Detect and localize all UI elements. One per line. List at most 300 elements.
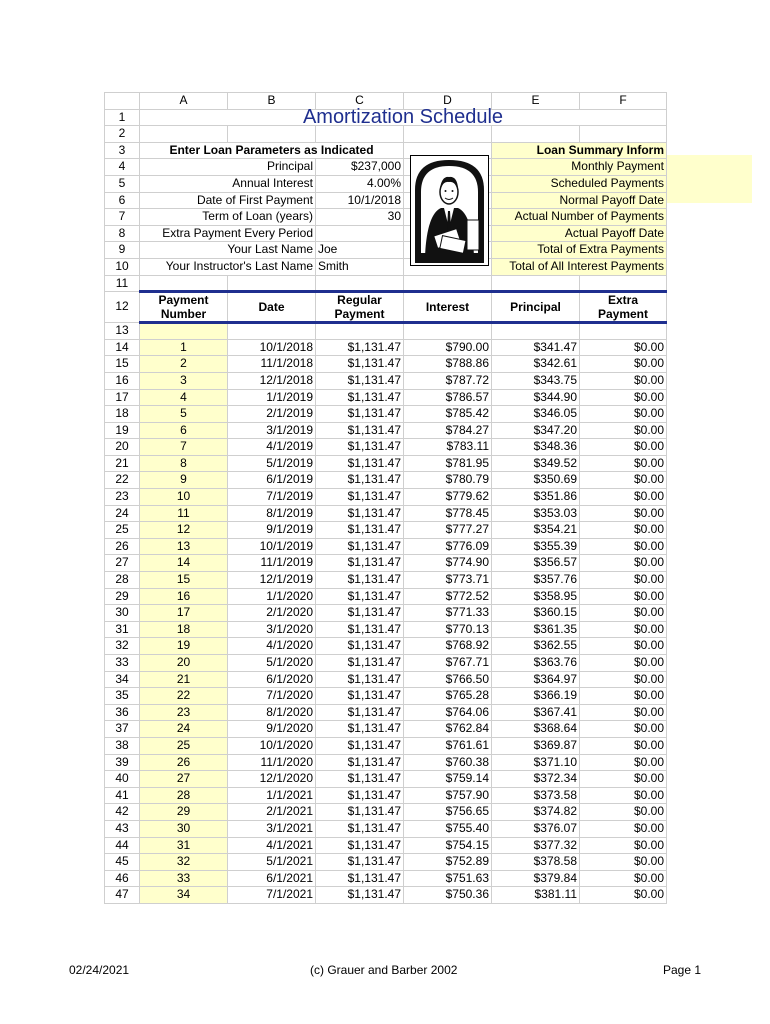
date-cell[interactable]: 11/1/2018 — [228, 356, 316, 373]
corner-cell — [105, 93, 140, 110]
interest-cell[interactable]: $751.63 — [404, 870, 492, 887]
extra-payment-cell[interactable]: $0.00 — [580, 754, 667, 771]
column-header-f[interactable]: F — [580, 93, 667, 110]
payment-number-cell[interactable]: 29 — [140, 804, 228, 821]
extra-payment-cell[interactable]: $0.00 — [580, 422, 667, 439]
row-number[interactable]: 22 — [105, 472, 140, 489]
row-number[interactable]: 47 — [105, 887, 140, 904]
payment-number-cell[interactable]: 13 — [140, 538, 228, 555]
interest-cell[interactable]: $764.06 — [404, 704, 492, 721]
extra-payment-input[interactable] — [316, 225, 404, 242]
regular-payment-cell[interactable]: $1,131.47 — [316, 522, 404, 539]
payment-number-cell[interactable]: 19 — [140, 638, 228, 655]
row-number[interactable]: 15 — [105, 356, 140, 373]
column-header-e[interactable]: E — [492, 93, 580, 110]
date-cell[interactable]: 2/1/2020 — [228, 605, 316, 622]
extra-payment-cell[interactable]: $0.00 — [580, 472, 667, 489]
row-number[interactable]: 33 — [105, 655, 140, 672]
regular-payment-cell[interactable]: $1,131.47 — [316, 771, 404, 788]
row-number[interactable]: 45 — [105, 854, 140, 871]
payment-number-cell[interactable]: 15 — [140, 572, 228, 589]
principal-cell[interactable]: $356.57 — [492, 555, 580, 572]
regular-payment-cell[interactable]: $1,131.47 — [316, 605, 404, 622]
regular-payment-cell[interactable]: $1,131.47 — [316, 455, 404, 472]
interest-cell[interactable]: $761.61 — [404, 737, 492, 754]
cell[interactable] — [404, 275, 492, 292]
row-number[interactable]: 24 — [105, 505, 140, 522]
payment-number-cell[interactable]: 16 — [140, 588, 228, 605]
row-number[interactable]: 19 — [105, 422, 140, 439]
row-number[interactable]: 42 — [105, 804, 140, 821]
payment-number-cell[interactable]: 27 — [140, 771, 228, 788]
principal-cell[interactable]: $379.84 — [492, 870, 580, 887]
payment-number-cell[interactable]: 17 — [140, 605, 228, 622]
payment-number-cell[interactable]: 12 — [140, 522, 228, 539]
regular-payment-cell[interactable]: $1,131.47 — [316, 671, 404, 688]
interest-cell[interactable]: $757.90 — [404, 787, 492, 804]
principal-cell[interactable]: $363.76 — [492, 655, 580, 672]
regular-payment-cell[interactable]: $1,131.47 — [316, 439, 404, 456]
extra-payment-cell[interactable]: $0.00 — [580, 439, 667, 456]
date-cell[interactable]: 9/1/2019 — [228, 522, 316, 539]
interest-cell[interactable]: $788.86 — [404, 356, 492, 373]
date-cell[interactable]: 1/1/2021 — [228, 787, 316, 804]
row-number[interactable]: 20 — [105, 439, 140, 456]
extra-payment-cell[interactable]: $0.00 — [580, 820, 667, 837]
cell[interactable] — [580, 126, 667, 143]
row-number[interactable]: 17 — [105, 389, 140, 406]
extra-payment-cell[interactable]: $0.00 — [580, 771, 667, 788]
term-label: Term of Loan (years) — [140, 209, 316, 226]
payment-number-cell[interactable]: 4 — [140, 389, 228, 406]
interest-cell[interactable]: $770.13 — [404, 621, 492, 638]
regular-payment-cell[interactable]: $1,131.47 — [316, 887, 404, 904]
date-cell[interactable]: 4/1/2020 — [228, 638, 316, 655]
cell[interactable] — [316, 126, 404, 143]
regular-payment-cell[interactable]: $1,131.47 — [316, 787, 404, 804]
row-number[interactable]: 32 — [105, 638, 140, 655]
interest-cell[interactable]: $766.50 — [404, 671, 492, 688]
principal-cell[interactable]: $361.35 — [492, 621, 580, 638]
principal-cell[interactable]: $355.39 — [492, 538, 580, 555]
interest-cell[interactable]: $754.15 — [404, 837, 492, 854]
regular-payment-cell[interactable]: $1,131.47 — [316, 870, 404, 887]
summary-item-actual-payoff-date: Actual Payoff Date — [492, 225, 667, 242]
extra-payment-cell[interactable]: $0.00 — [580, 572, 667, 589]
term-input[interactable]: 30 — [316, 209, 404, 226]
interest-cell[interactable]: $771.33 — [404, 605, 492, 622]
extra-payment-cell[interactable]: $0.00 — [580, 555, 667, 572]
regular-payment-cell[interactable]: $1,131.47 — [316, 389, 404, 406]
cell[interactable] — [492, 275, 580, 292]
regular-payment-cell[interactable]: $1,131.47 — [316, 572, 404, 589]
principal-cell[interactable]: $360.15 — [492, 605, 580, 622]
interest-cell[interactable]: $756.65 — [404, 804, 492, 821]
instructor-input[interactable]: Smith — [316, 258, 404, 275]
interest-cell[interactable]: $790.00 — [404, 339, 492, 356]
cell[interactable] — [316, 275, 404, 292]
regular-payment-cell[interactable]: $1,131.47 — [316, 422, 404, 439]
payment-number-cell[interactable]: 11 — [140, 505, 228, 522]
interest-cell[interactable]: $760.38 — [404, 754, 492, 771]
row-number[interactable]: 14 — [105, 339, 140, 356]
column-header-c[interactable]: C — [316, 93, 404, 110]
first-payment-input[interactable]: 10/1/2018 — [316, 192, 404, 209]
interest-cell[interactable]: $776.09 — [404, 538, 492, 555]
principal-cell[interactable]: $353.03 — [492, 505, 580, 522]
row-number[interactable]: 26 — [105, 538, 140, 555]
cell[interactable] — [580, 275, 667, 292]
extra-payment-cell[interactable]: $0.00 — [580, 621, 667, 638]
payment-number-cell[interactable]: 22 — [140, 688, 228, 705]
regular-payment-cell[interactable]: $1,131.47 — [316, 588, 404, 605]
regular-payment-cell[interactable]: $1,131.47 — [316, 655, 404, 672]
regular-payment-cell[interactable]: $1,131.47 — [316, 804, 404, 821]
regular-payment-cell[interactable]: $1,131.47 — [316, 837, 404, 854]
extra-payment-cell[interactable]: $0.00 — [580, 804, 667, 821]
principal-cell[interactable]: $373.58 — [492, 787, 580, 804]
interest-cell[interactable]: $765.28 — [404, 688, 492, 705]
date-cell[interactable]: 3/1/2020 — [228, 621, 316, 638]
principal-cell[interactable]: $347.20 — [492, 422, 580, 439]
date-cell[interactable]: 7/1/2019 — [228, 489, 316, 506]
extra-payment-cell[interactable]: $0.00 — [580, 854, 667, 871]
extra-payment-cell[interactable]: $0.00 — [580, 372, 667, 389]
row-number[interactable]: 16 — [105, 372, 140, 389]
regular-payment-cell[interactable]: $1,131.47 — [316, 704, 404, 721]
row-number[interactable]: 12 — [105, 292, 140, 323]
principal-cell[interactable]: $366.19 — [492, 688, 580, 705]
row-number[interactable]: 2 — [105, 126, 140, 143]
cell[interactable] — [228, 323, 316, 340]
interest-cell[interactable]: $780.79 — [404, 472, 492, 489]
regular-payment-cell[interactable]: $1,131.47 — [316, 754, 404, 771]
payment-number-cell[interactable]: 21 — [140, 671, 228, 688]
cell[interactable] — [492, 126, 580, 143]
payment-number-cell[interactable]: 8 — [140, 455, 228, 472]
row-number[interactable]: 10 — [105, 258, 140, 275]
table-row — [105, 522, 667, 539]
extra-payment-cell[interactable]: $0.00 — [580, 339, 667, 356]
summary-highlight-extension — [666, 155, 752, 203]
header-regular-payment: Regular Payment — [316, 292, 404, 323]
principal-cell[interactable]: $354.21 — [492, 522, 580, 539]
row-number[interactable]: 46 — [105, 870, 140, 887]
principal-cell[interactable]: $342.61 — [492, 356, 580, 373]
row-number[interactable]: 18 — [105, 406, 140, 423]
row-number[interactable]: 38 — [105, 737, 140, 754]
payment-number-cell[interactable]: 30 — [140, 820, 228, 837]
principal-cell[interactable]: $374.82 — [492, 804, 580, 821]
principal-cell[interactable]: $364.97 — [492, 671, 580, 688]
principal-cell[interactable]: $362.55 — [492, 638, 580, 655]
date-cell[interactable]: 8/1/2020 — [228, 704, 316, 721]
cell[interactable] — [140, 126, 228, 143]
row-number[interactable]: 34 — [105, 671, 140, 688]
extra-payment-cell[interactable]: $0.00 — [580, 787, 667, 804]
extra-payment-cell[interactable]: $0.00 — [580, 870, 667, 887]
date-cell[interactable]: 1/1/2019 — [228, 389, 316, 406]
date-cell[interactable]: 1/1/2020 — [228, 588, 316, 605]
regular-payment-cell[interactable]: $1,131.47 — [316, 854, 404, 871]
date-cell[interactable]: 11/1/2020 — [228, 754, 316, 771]
last-name-input[interactable]: Joe — [316, 242, 404, 259]
cell[interactable] — [404, 126, 492, 143]
payment-number-cell[interactable]: 14 — [140, 555, 228, 572]
cell[interactable] — [316, 323, 404, 340]
interest-cell[interactable]: $762.84 — [404, 721, 492, 738]
regular-payment-cell[interactable]: $1,131.47 — [316, 688, 404, 705]
date-cell[interactable]: 10/1/2019 — [228, 538, 316, 555]
extra-payment-cell[interactable]: $0.00 — [580, 638, 667, 655]
row-number[interactable]: 41 — [105, 787, 140, 804]
principal-cell[interactable]: $341.47 — [492, 339, 580, 356]
regular-payment-cell[interactable]: $1,131.47 — [316, 820, 404, 837]
date-cell[interactable]: 6/1/2020 — [228, 671, 316, 688]
row-number[interactable]: 37 — [105, 721, 140, 738]
row-number[interactable]: 36 — [105, 704, 140, 721]
principal-cell[interactable]: $348.36 — [492, 439, 580, 456]
row-number[interactable]: 29 — [105, 588, 140, 605]
interest-cell[interactable]: $774.90 — [404, 555, 492, 572]
payment-number-cell[interactable]: 24 — [140, 721, 228, 738]
column-header-b[interactable]: B — [228, 93, 316, 110]
date-cell[interactable]: 2/1/2021 — [228, 804, 316, 821]
regular-payment-cell[interactable]: $1,131.47 — [316, 538, 404, 555]
cell[interactable] — [140, 323, 228, 340]
extra-payment-cell[interactable]: $0.00 — [580, 837, 667, 854]
extra-payment-cell[interactable]: $0.00 — [580, 356, 667, 373]
extra-payment-cell[interactable]: $0.00 — [580, 721, 667, 738]
date-cell[interactable]: 9/1/2020 — [228, 721, 316, 738]
cell[interactable] — [140, 275, 228, 292]
extra-payment-cell[interactable]: $0.00 — [580, 406, 667, 423]
interest-input[interactable]: 4.00% — [316, 175, 404, 192]
cell[interactable] — [404, 323, 492, 340]
regular-payment-cell[interactable]: $1,131.47 — [316, 721, 404, 738]
table-row — [105, 555, 667, 572]
regular-payment-cell[interactable]: $1,131.47 — [316, 372, 404, 389]
interest-cell[interactable]: $786.57 — [404, 389, 492, 406]
extra-payment-cell[interactable]: $0.00 — [580, 505, 667, 522]
principal-cell[interactable]: $351.86 — [492, 489, 580, 506]
sheet-row — [105, 126, 667, 143]
extra-payment-cell[interactable]: $0.00 — [580, 588, 667, 605]
interest-cell[interactable]: $779.62 — [404, 489, 492, 506]
date-cell[interactable]: 4/1/2021 — [228, 837, 316, 854]
regular-payment-cell[interactable]: $1,131.47 — [316, 339, 404, 356]
date-cell[interactable]: 10/1/2018 — [228, 339, 316, 356]
table-header-row — [105, 292, 667, 323]
row-number[interactable]: 9 — [105, 242, 140, 259]
interest-cell[interactable]: $755.40 — [404, 820, 492, 837]
interest-cell[interactable]: $750.36 — [404, 887, 492, 904]
regular-payment-cell[interactable]: $1,131.47 — [316, 621, 404, 638]
payment-number-cell[interactable]: 25 — [140, 737, 228, 754]
instructor-label: Your Instructor's Last Name — [140, 258, 316, 275]
principal-cell[interactable]: $376.07 — [492, 820, 580, 837]
payment-number-cell[interactable]: 2 — [140, 356, 228, 373]
sheet-row — [105, 225, 667, 242]
principal-cell[interactable]: $378.58 — [492, 854, 580, 871]
principal-cell[interactable]: $343.75 — [492, 372, 580, 389]
summary-item-normal-payoff-date: Normal Payoff Date — [492, 192, 667, 209]
date-cell[interactable]: 2/1/2019 — [228, 406, 316, 423]
payment-number-cell[interactable]: 7 — [140, 439, 228, 456]
cell[interactable] — [228, 126, 316, 143]
row-number[interactable]: 28 — [105, 572, 140, 589]
row-number[interactable]: 43 — [105, 820, 140, 837]
row-number[interactable]: 30 — [105, 605, 140, 622]
payment-number-cell[interactable]: 9 — [140, 472, 228, 489]
date-cell[interactable]: 6/1/2019 — [228, 472, 316, 489]
interest-cell[interactable]: $773.71 — [404, 572, 492, 589]
principal-cell[interactable]: $358.95 — [492, 588, 580, 605]
date-cell[interactable]: 12/1/2019 — [228, 572, 316, 589]
column-header-a[interactable]: A — [140, 93, 228, 110]
principal-cell[interactable]: $346.05 — [492, 406, 580, 423]
principal-cell[interactable]: $344.90 — [492, 389, 580, 406]
interest-cell[interactable]: $778.45 — [404, 505, 492, 522]
interest-cell[interactable]: $781.95 — [404, 455, 492, 472]
row-number[interactable]: 3 — [105, 142, 140, 159]
cell[interactable] — [580, 323, 667, 340]
row-number[interactable]: 35 — [105, 688, 140, 705]
regular-payment-cell[interactable]: $1,131.47 — [316, 472, 404, 489]
date-cell[interactable]: 3/1/2019 — [228, 422, 316, 439]
payment-number-cell[interactable]: 34 — [140, 887, 228, 904]
extra-payment-cell[interactable]: $0.00 — [580, 671, 667, 688]
payment-number-cell[interactable]: 32 — [140, 854, 228, 871]
principal-input[interactable]: $237,000 — [316, 159, 404, 176]
cell[interactable] — [228, 275, 316, 292]
row-number[interactable]: 31 — [105, 621, 140, 638]
payment-number-cell[interactable]: 33 — [140, 870, 228, 887]
extra-payment-cell[interactable]: $0.00 — [580, 655, 667, 672]
payment-number-cell[interactable]: 20 — [140, 655, 228, 672]
payment-number-cell[interactable]: 26 — [140, 754, 228, 771]
row-number[interactable]: 44 — [105, 837, 140, 854]
date-cell[interactable]: 5/1/2019 — [228, 455, 316, 472]
table-row — [105, 538, 667, 555]
column-header-d[interactable]: D — [404, 93, 492, 110]
interest-cell[interactable]: $783.11 — [404, 439, 492, 456]
cell[interactable] — [492, 323, 580, 340]
date-cell[interactable]: 11/1/2019 — [228, 555, 316, 572]
interest-cell[interactable]: $787.72 — [404, 372, 492, 389]
extra-payment-cell[interactable]: $0.00 — [580, 737, 667, 754]
regular-payment-cell[interactable]: $1,131.47 — [316, 555, 404, 572]
row-number[interactable]: 40 — [105, 771, 140, 788]
date-cell[interactable]: 10/1/2020 — [228, 737, 316, 754]
date-cell[interactable]: 3/1/2021 — [228, 820, 316, 837]
interest-cell[interactable]: $767.71 — [404, 655, 492, 672]
principal-cell[interactable]: $371.10 — [492, 754, 580, 771]
payment-number-cell[interactable]: 5 — [140, 406, 228, 423]
interest-cell[interactable]: $759.14 — [404, 771, 492, 788]
row-number[interactable]: 1 — [105, 109, 140, 126]
row-number[interactable]: 4 — [105, 159, 140, 176]
row-number[interactable]: 6 — [105, 192, 140, 209]
row-number[interactable]: 27 — [105, 555, 140, 572]
principal-cell[interactable]: $368.64 — [492, 721, 580, 738]
row-number[interactable]: 11 — [105, 275, 140, 292]
date-cell[interactable]: 7/1/2020 — [228, 688, 316, 705]
table-row — [105, 887, 667, 904]
payment-number-cell[interactable]: 31 — [140, 837, 228, 854]
principal-cell[interactable]: $367.41 — [492, 704, 580, 721]
principal-cell[interactable]: $369.87 — [492, 737, 580, 754]
regular-payment-cell[interactable]: $1,131.47 — [316, 406, 404, 423]
payment-number-cell[interactable]: 3 — [140, 372, 228, 389]
payment-number-cell[interactable]: 18 — [140, 621, 228, 638]
extra-payment-cell[interactable]: $0.00 — [580, 688, 667, 705]
sheet-row — [105, 275, 667, 292]
interest-cell[interactable]: $752.89 — [404, 854, 492, 871]
row-number[interactable]: 13 — [105, 323, 140, 340]
row-number[interactable]: 39 — [105, 754, 140, 771]
principal-cell[interactable]: $349.52 — [492, 455, 580, 472]
regular-payment-cell[interactable]: $1,131.47 — [316, 638, 404, 655]
payment-number-cell[interactable]: 23 — [140, 704, 228, 721]
table-row — [105, 489, 667, 506]
regular-payment-cell[interactable]: $1,131.47 — [316, 356, 404, 373]
row-number[interactable]: 8 — [105, 225, 140, 242]
principal-cell[interactable]: $357.76 — [492, 572, 580, 589]
row-number[interactable]: 21 — [105, 455, 140, 472]
extra-payment-cell[interactable]: $0.00 — [580, 538, 667, 555]
payment-number-cell[interactable]: 28 — [140, 787, 228, 804]
row-number[interactable]: 5 — [105, 175, 140, 192]
extra-payment-cell[interactable]: $0.00 — [580, 389, 667, 406]
interest-cell[interactable]: $768.92 — [404, 638, 492, 655]
interest-cell[interactable]: $784.27 — [404, 422, 492, 439]
summary-item-actual-number-of-payments: Actual Number of Payments — [492, 209, 667, 226]
date-cell[interactable]: 7/1/2021 — [228, 887, 316, 904]
regular-payment-cell[interactable]: $1,131.47 — [316, 489, 404, 506]
principal-cell[interactable]: $372.34 — [492, 771, 580, 788]
payment-number-cell[interactable]: 10 — [140, 489, 228, 506]
interest-cell[interactable]: $785.42 — [404, 406, 492, 423]
extra-payment-cell[interactable]: $0.00 — [580, 887, 667, 904]
payment-number-cell[interactable]: 1 — [140, 339, 228, 356]
interest-cell[interactable]: $777.27 — [404, 522, 492, 539]
interest-cell[interactable]: $772.52 — [404, 588, 492, 605]
payment-number-cell[interactable]: 6 — [140, 422, 228, 439]
date-cell[interactable]: 5/1/2020 — [228, 655, 316, 672]
extra-payment-cell[interactable]: $0.00 — [580, 605, 667, 622]
regular-payment-cell[interactable]: $1,131.47 — [316, 737, 404, 754]
principal-cell[interactable]: $381.11 — [492, 887, 580, 904]
extra-payment-cell[interactable]: $0.00 — [580, 522, 667, 539]
date-cell[interactable]: 12/1/2018 — [228, 372, 316, 389]
date-cell[interactable]: 8/1/2019 — [228, 505, 316, 522]
extra-payment-cell[interactable]: $0.00 — [580, 455, 667, 472]
date-cell[interactable]: 6/1/2021 — [228, 870, 316, 887]
regular-payment-cell[interactable]: $1,131.47 — [316, 505, 404, 522]
row-number[interactable]: 23 — [105, 489, 140, 506]
row-number[interactable]: 7 — [105, 209, 140, 226]
principal-cell[interactable]: $377.32 — [492, 837, 580, 854]
extra-payment-cell[interactable]: $0.00 — [580, 704, 667, 721]
row-number[interactable]: 25 — [105, 522, 140, 539]
date-cell[interactable]: 4/1/2019 — [228, 439, 316, 456]
date-cell[interactable]: 12/1/2020 — [228, 771, 316, 788]
date-cell[interactable]: 5/1/2021 — [228, 854, 316, 871]
table-row — [105, 787, 667, 804]
principal-cell[interactable]: $350.69 — [492, 472, 580, 489]
extra-payment-cell[interactable]: $0.00 — [580, 489, 667, 506]
